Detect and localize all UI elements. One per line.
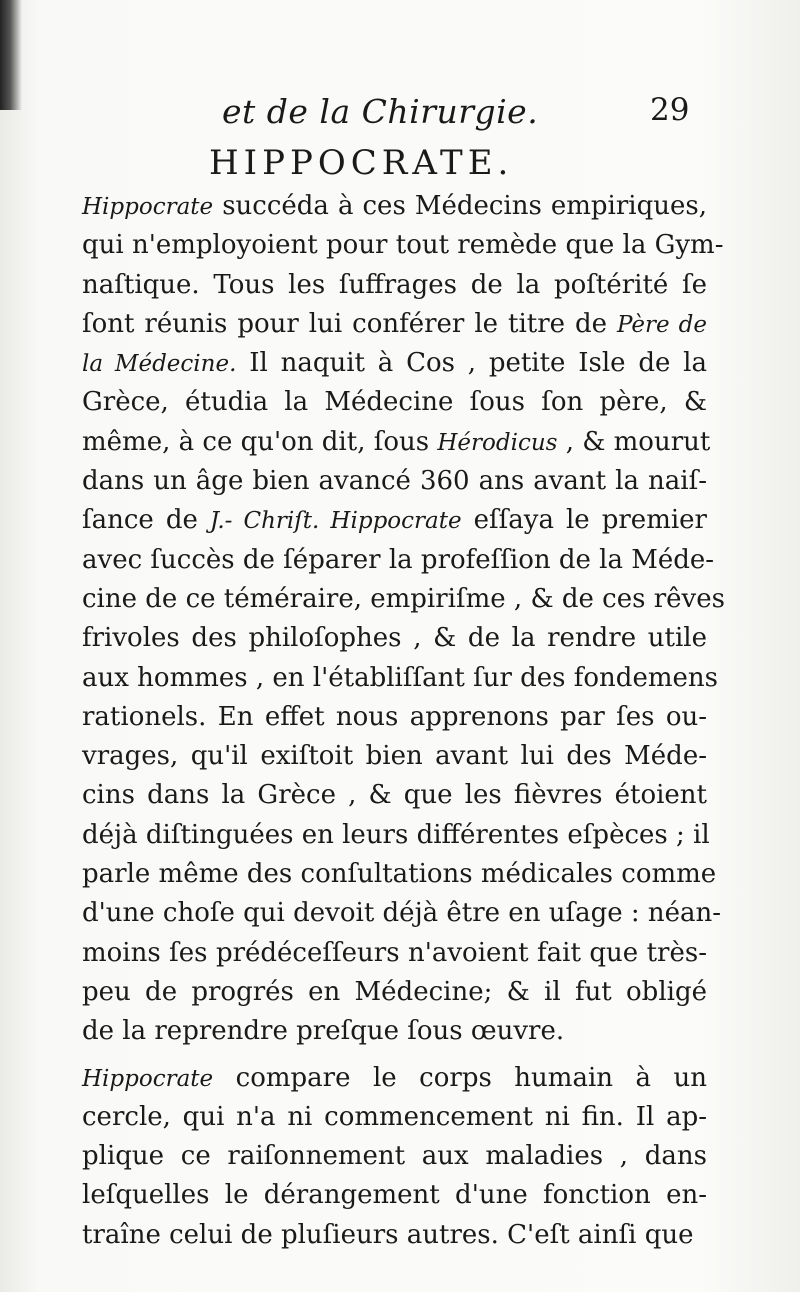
- text-run: parle même des conſultations médicales comme: [82, 859, 717, 890]
- text-line: [82, 894, 722, 933]
- text-line: [82, 973, 707, 1012]
- text-run: plique ce raiſonnement aux maladies , dans: [82, 1141, 707, 1172]
- text-run: même, à ce qu'on dit, ſous: [82, 426, 438, 457]
- text-run: peu de progrés en Médecine; & il fut obligé: [82, 976, 707, 1007]
- text-run: ſance de: [82, 505, 210, 536]
- text-line: [82, 659, 718, 698]
- text-run: avec ſuccès de ſéparer la profeſſion de la Méde-: [82, 544, 715, 575]
- text-run: qui n'employoient pour tout remède que la Gym-: [82, 230, 724, 261]
- text-line: [82, 1216, 707, 1255]
- text-line: [82, 423, 711, 462]
- text-line: [82, 1137, 707, 1176]
- italic-text: J.- Chriſt. Hippocrate: [209, 508, 462, 535]
- text-line: [82, 462, 707, 501]
- text-run: déjà diſtinguées en leurs différentes eſpèces ; il: [82, 819, 710, 850]
- italic-text: Hippocrate: [82, 194, 214, 220]
- text-line: [82, 266, 707, 305]
- page-header: [0, 92, 800, 136]
- italic-text: Père de: [616, 311, 707, 338]
- text-line: [82, 1059, 707, 1098]
- text-line: [82, 737, 707, 776]
- running-head: et de la Chirurgie.: [222, 92, 539, 131]
- text-line: [82, 698, 707, 737]
- text-run: cins dans la Grèce , & que les fièvres étoient: [82, 780, 707, 811]
- text-run: frivoles des philoſophes , & de la rendre utile: [82, 623, 707, 654]
- text-line: [82, 1176, 707, 1215]
- text-run: de la reprendre preſque ſous œuvre.: [82, 1016, 565, 1047]
- text-line: [82, 383, 707, 422]
- text-run: moins ſes prédéceſſeurs n'avoient fait que très-: [82, 937, 707, 968]
- body-text: [82, 187, 725, 1255]
- text-line: [82, 776, 707, 815]
- text-run: eſſaya le premier: [461, 505, 707, 536]
- text-line: [82, 934, 707, 973]
- text-run: traîne celui de pluſieurs autres. C'eſt ainſi que: [82, 1219, 694, 1250]
- text-run: compare le corps humain à un: [213, 1062, 707, 1093]
- text-run: naſtique. Tous les ſuffrages de la poſtérité ſe: [82, 269, 707, 300]
- text-run: , & mourut: [557, 426, 711, 457]
- paragraph: [82, 1059, 707, 1255]
- italic-text: la Médecine.: [82, 351, 237, 378]
- text-line: [82, 855, 717, 894]
- text-run: rationels. En effet nous apprenons par ſes ou-: [82, 701, 707, 732]
- italic-text: Hippocrate: [82, 1065, 214, 1092]
- text-run: vrages, qu'il exiſtoit bien avant lui des Méde-: [82, 741, 707, 772]
- text-line: [82, 344, 707, 383]
- text-line: [82, 1012, 707, 1051]
- text-line: [82, 1098, 707, 1137]
- text-run: cercle, qui n'a ni commencement ni fin. Il ap-: [82, 1101, 707, 1132]
- text-line: [82, 580, 725, 619]
- text-run: aux hommes , en l'établiſſant ſur des fondemens: [82, 662, 718, 693]
- text-line: [82, 187, 707, 226]
- italic-text: Hérodicus: [437, 429, 558, 456]
- paragraph: [82, 187, 725, 1052]
- text-run: leſquelles le dérangement d'une fonction en-: [82, 1180, 707, 1211]
- text-run: ſont réunis pour lui conférer le titre de: [82, 308, 617, 339]
- text-run: Grèce, étudia la Médecine ſous ſon père, &: [82, 387, 707, 418]
- paragraph-gap: [82, 1052, 707, 1059]
- text-line: [82, 816, 710, 855]
- text-line: [82, 619, 707, 658]
- text-run: succéda à ces Médecins empiriques,: [213, 191, 707, 221]
- text-run: dans un âge bien avancé 360 ans avant la naiſ-: [82, 466, 707, 497]
- text-run: cine de ce téméraire, empiriſme , & de ces rêves: [82, 583, 725, 614]
- text-line: [82, 501, 707, 540]
- section-title: HIPPOCRATE.: [209, 143, 514, 183]
- text-line: [82, 226, 724, 265]
- text-run: Il naquit à Cos , petite Isle de la: [236, 348, 707, 379]
- text-line: [82, 541, 715, 580]
- page-number: 29: [650, 92, 690, 128]
- text-run: d'une choſe qui devoit déjà être en uſage : néan-: [82, 898, 722, 929]
- text-line: [82, 305, 707, 344]
